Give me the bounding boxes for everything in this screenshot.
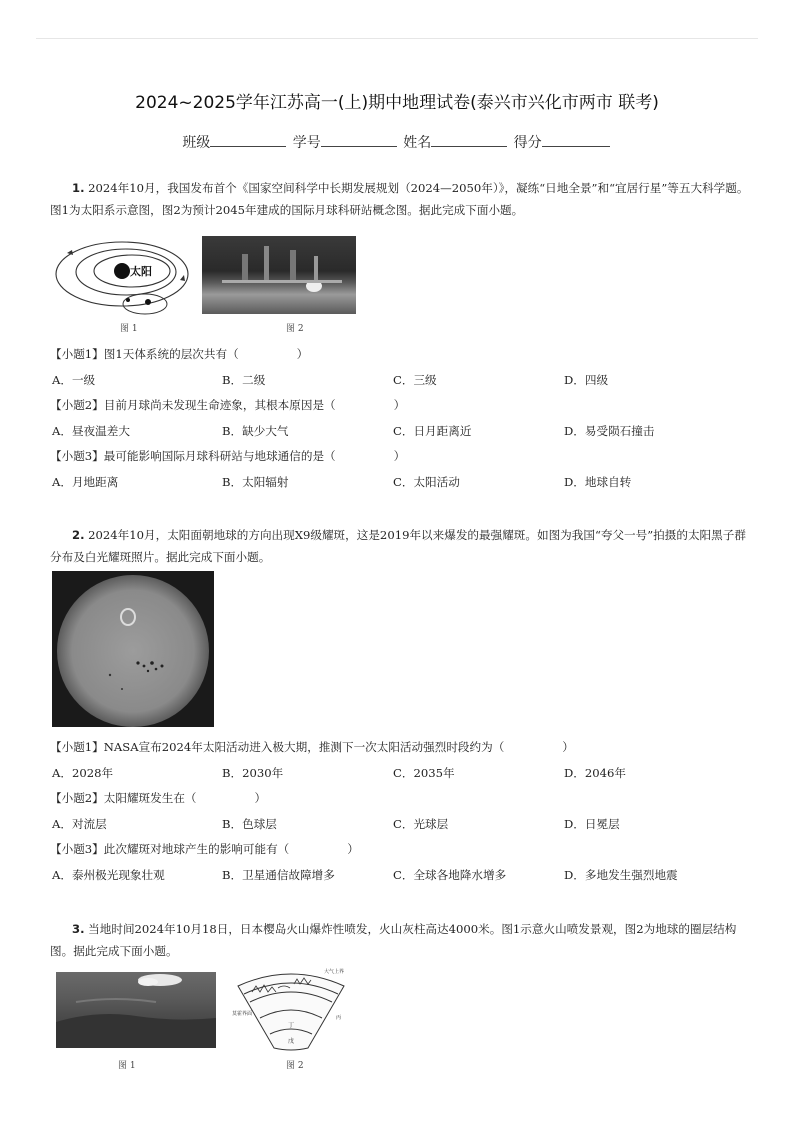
page-title: 2024~2025学年江苏高一(上)期中地理试卷(泰兴市兴化市两市 联考) — [135, 93, 659, 113]
moon-icon — [126, 298, 130, 302]
q1-sub3-option-a[interactable]: A．月地距离 — [52, 475, 119, 489]
header-rule — [36, 38, 758, 39]
q1-sub3-option-d[interactable]: D．地球自转 — [564, 475, 632, 489]
q3-fig1-caption: 图 1 — [118, 1061, 136, 1071]
earth-icon — [145, 299, 151, 305]
q1-sub2-option-d[interactable]: D．易受陨石撞击 — [564, 424, 655, 438]
q2-sub3-option-a[interactable]: A．泰州极光现象壮观 — [52, 868, 165, 882]
q2-stem-text: 2024年10月，太阳面朝地球的方向出现X9级耀斑，这是2019年以来爆发的最强耀斑。如图为我国“夸父一号”拍摄的太阳黑子群分布及白光耀斑照片。据此完成下面小题。 — [50, 528, 746, 564]
q2-sub1-option-d[interactable]: D．2046年 — [564, 766, 626, 780]
name-blank[interactable] — [431, 134, 507, 147]
q2-sub1-prompt: 【小题1】NASA宣布2024年太阳活动进入极大期，推测下一次太阳活动强烈时段约为（ ） — [50, 740, 574, 754]
q1-fig1-solar-system — [52, 238, 192, 318]
q1-sub3-option-b[interactable]: B．太阳辐射 — [222, 475, 289, 489]
q2-sub3-option-c[interactable]: C．全球各地降水增多 — [393, 868, 507, 882]
q1-fig2-caption: 图 2 — [286, 324, 304, 334]
diagram-label-moho: 莫霍界面 — [232, 1011, 253, 1017]
q2-sub1-option-a[interactable]: A．2028年 — [52, 766, 114, 780]
q1-sub2-option-a[interactable]: A．昼夜温差大 — [52, 424, 130, 438]
q2-sub2-option-c[interactable]: C．光球层 — [393, 817, 449, 831]
q1-sub1-option-b[interactable]: B．二级 — [222, 373, 266, 387]
q1-sub1-option-d[interactable]: D．四级 — [564, 373, 609, 387]
q2-sub2-option-a[interactable]: A．对流层 — [52, 817, 107, 831]
q1-fig2-lunar-station-photo — [202, 236, 356, 314]
q1-fig1-caption: 图 1 — [120, 324, 138, 334]
q1-stem — [50, 177, 750, 221]
q2-sub2-option-b[interactable]: B．色球层 — [222, 817, 277, 831]
name-label: 姓名 — [403, 135, 432, 151]
diagram-label-wu: 戊 — [288, 1038, 295, 1045]
sun-label: 太阳 — [130, 265, 152, 278]
q1-sub1-option-c[interactable]: C．三级 — [393, 373, 437, 387]
q2-sub3-option-b[interactable]: B．卫星通信故障增多 — [222, 868, 335, 882]
q1-sub2-prompt: 【小题2】目前月球尚未发现生命迹象，其根本原因是（ ） — [50, 398, 406, 412]
q2-sun-photo — [52, 571, 214, 727]
q1-sub3-prompt: 【小题3】最可能影响国际月球科研站与地球通信的是（ ） — [50, 449, 406, 463]
score-blank[interactable] — [542, 134, 610, 147]
q3-volcano-photo — [56, 972, 216, 1048]
q3-fig2-caption: 图 2 — [286, 1061, 304, 1071]
id-label: 学号 — [292, 135, 321, 151]
q1-sub3-option-c[interactable]: C．太阳活动 — [393, 475, 460, 489]
q1-sub1-option-a[interactable]: A．一级 — [52, 373, 96, 387]
q2-sub1-option-b[interactable]: B．2030年 — [222, 766, 284, 780]
class-label: 班级 — [182, 135, 211, 151]
q2-stem — [50, 524, 750, 568]
q1-sub2-option-b[interactable]: B．缺少大气 — [222, 424, 289, 438]
diagram-label-ding: 丁 — [288, 1022, 295, 1029]
q1-stem-text: 2024年10月，我国发布首个《国家空间科学中长期发展规划（2024—2050年）》，凝练“日地全景”和“宜居行星”等五大科学题。图1为太阳系示意图，图2为预计2045年建成的国际月球科研站概念图。据此完成下面小题。 — [50, 181, 749, 217]
q2-sub3-prompt: 【小题3】此次耀斑对地球产生的影响可能有（ ） — [50, 842, 359, 856]
class-blank[interactable] — [210, 134, 286, 147]
q3-earth-layers-diagram — [232, 968, 350, 1052]
q2-sub3-option-d[interactable]: D．多地发生强烈地震 — [564, 868, 678, 882]
q2-sub2-option-d[interactable]: D．日冕层 — [564, 817, 620, 831]
q2-sub2-prompt: 【小题2】太阳耀斑发生在（ ） — [50, 791, 267, 805]
q3-stem — [50, 918, 750, 962]
q1-sub2-option-c[interactable]: C．日月距离近 — [393, 424, 472, 438]
q3-stem-text: 当地时间2024年10月18日，日本樱岛火山爆炸性喷发，火山灰柱高达4000米。图1示意火山喷发景观，图2为地球的圈层结构图。据此完成下面小题。 — [50, 922, 737, 958]
q2-sub1-option-c[interactable]: C．2035年 — [393, 766, 455, 780]
q2-number: 2. — [72, 528, 85, 542]
sun-icon — [114, 263, 130, 279]
diagram-label-bing: 丙 — [336, 1015, 342, 1021]
q3-number: 3. — [72, 922, 85, 936]
student-info-line — [0, 132, 794, 152]
score-label: 得分 — [513, 135, 542, 151]
q1-sub1-prompt: 【小题1】图1天体系统的层次共有（ ） — [50, 347, 309, 361]
diagram-label-atmosphere-top: 大气上界 — [324, 969, 345, 975]
q1-number: 1. — [72, 181, 85, 195]
id-blank[interactable] — [321, 134, 397, 147]
